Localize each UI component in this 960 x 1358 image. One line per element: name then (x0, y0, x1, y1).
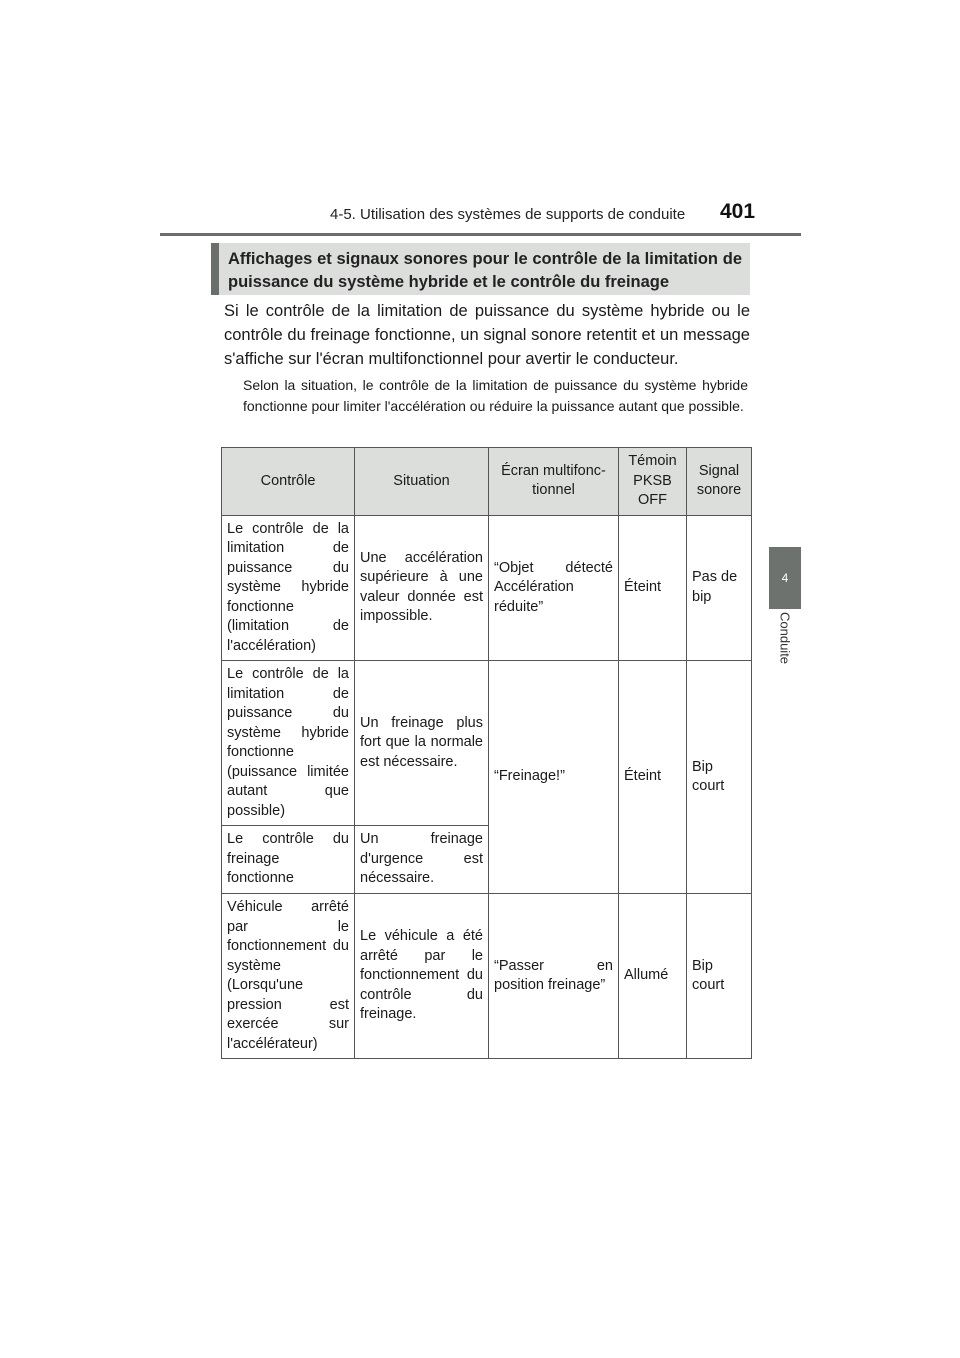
table-header-row (222, 448, 752, 516)
header-divider (160, 233, 801, 236)
cell-situation: Un freinage plus fort que la normale est nécessaire. (355, 661, 489, 826)
chapter-label: Conduite (777, 612, 793, 665)
cell-control: Le contrôle du freinage fonctionne (222, 826, 355, 894)
cell-indicator: Éteint (619, 661, 687, 894)
cell-situation: Le véhicule a été arrêté par le fonctionnement du contrôle du freinage. (355, 894, 489, 1059)
cell-display: “Objet détecté Accélération réduite” (489, 515, 619, 661)
cell-control: Le contrôle de la limitation de puissance du système hybride fonctionne (puissance limitée autant que possible) (222, 661, 355, 826)
intro-paragraph: Si le contrôle de la limitation de puissance du système hybride ou le contrôle du freinage fonctionne, un signal sonore retentit et un message s'affiche sur l'écran multifonctionnel pour avertir le conducteur. (224, 302, 750, 368)
section-title: Affichages et signaux sonores pour le contrôle de la limitation de puissance du système hybride et le contrôle du freinage (211, 243, 750, 295)
page-number: 401 (720, 200, 756, 223)
note-paragraph: Selon la situation, le contrôle de la limitation de puissance du système hybride fonctionne pour limiter l'accélération ou réduire la puissance autant que possible. (243, 377, 748, 414)
cell-sound: Pas de bip (687, 515, 752, 661)
cell-situation: Un freinage d'urgence est nécessaire. (355, 826, 489, 894)
header-situation: Situation (355, 448, 489, 516)
header-control: Contrôle (222, 448, 355, 516)
cell-control: Le contrôle de la limitation de puissance du système hybride fonctionne (limitation de l'accélération) (222, 515, 355, 661)
header-indicator: Témoin PKSB OFF (619, 448, 687, 516)
table-row (222, 661, 752, 826)
cell-sound: Bip court (687, 661, 752, 894)
section-header: 4-5. Utilisation des systèmes de supports de conduite (330, 206, 686, 223)
cell-control: Véhicule arrêté par le fonctionnement du système (Lorsqu'une pression est exercée sur l'accélérateur) (222, 894, 355, 1059)
chapter-tab (769, 547, 801, 609)
cell-situation: Une accélération supérieure à une valeur donnée est impossible. (355, 515, 489, 661)
cell-display: “Passer en position freinage” (489, 894, 619, 1059)
cell-indicator: Allumé (619, 894, 687, 1059)
chapter-number: 4 (781, 571, 789, 585)
table-row (222, 515, 752, 661)
header-display: Écran multifonc-tionnel (489, 448, 619, 516)
signals-table (221, 447, 752, 1059)
cell-sound: Bip court (687, 894, 752, 1059)
cell-indicator: Éteint (619, 515, 687, 661)
header-sound: Signal sonore (687, 448, 752, 516)
cell-display: “Freinage!” (489, 661, 619, 894)
table-row (222, 894, 752, 1059)
